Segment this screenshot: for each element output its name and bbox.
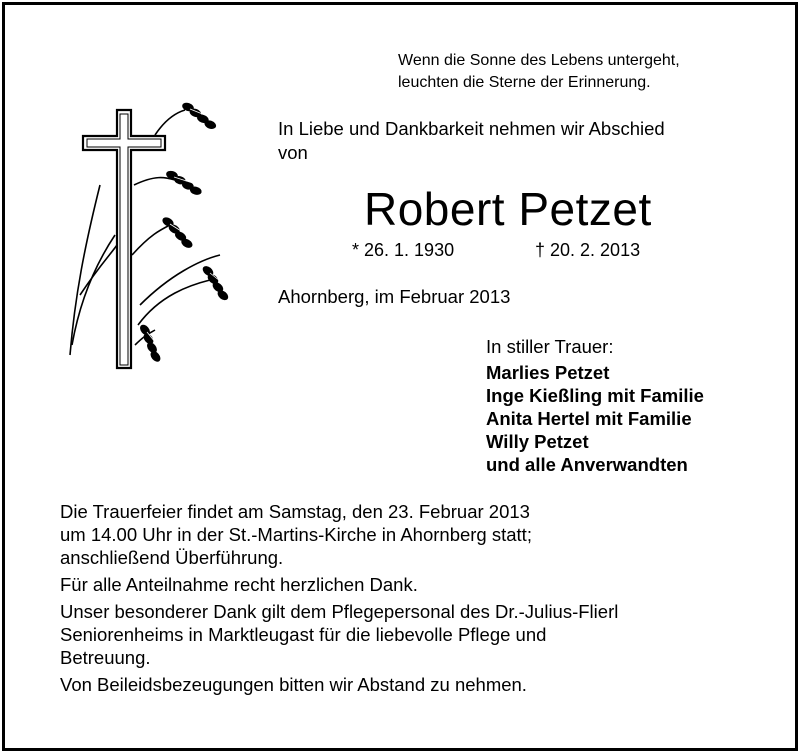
deceased-name: Robert Petzet: [364, 183, 652, 235]
mourner-name: Anita Hertel mit Familie: [486, 408, 692, 429]
intro-line: von: [278, 142, 308, 163]
thanks-paragraph: [60, 573, 618, 596]
care-thanks-paragraph: [60, 600, 618, 669]
body-line: Seniorenheims in Marktleugast für die liebevolle Pflege und: [60, 624, 547, 645]
mourners-list: [486, 361, 704, 476]
body-line: Die Trauerfeier findet am Samstag, den 23. Februar 2013: [60, 501, 530, 522]
mourner-name: und alle Anverwandten: [486, 454, 688, 475]
motto-line: leuchten die Sterne der Erinnerung.: [398, 74, 651, 91]
mourner-name: Inge Kießling mit Familie: [486, 385, 704, 406]
cross-with-wheat-icon: [60, 95, 260, 385]
death-date: † 20. 2. 2013: [535, 240, 641, 260]
funeral-paragraph: [60, 500, 618, 569]
mourners-label: In stiller Trauer:: [486, 336, 614, 357]
body-line: Von Beileidsbezeugungen bitten wir Abstand zu nehmen.: [60, 674, 527, 695]
body-line: Unser besonderer Dank gilt dem Pflegepersonal des Dr.-Julius-Flierl: [60, 601, 619, 622]
motto-line: Wenn die Sonne des Lebens untergeht,: [398, 52, 680, 69]
body-line: Betreuung.: [60, 647, 151, 668]
body-line: Für alle Anteilnahme recht herzlichen Dank.: [60, 574, 418, 595]
place-date: Ahornberg, im Februar 2013: [278, 286, 511, 307]
intro-line: In Liebe und Dankbarkeit nehmen wir Abschied: [278, 118, 665, 139]
mourner-name: Willy Petzet: [486, 431, 589, 452]
condolence-paragraph: [60, 673, 618, 696]
motto: [398, 50, 680, 94]
intro-text: [278, 117, 665, 165]
mourner-name: Marlies Petzet: [486, 362, 610, 383]
notice-body: [60, 500, 618, 700]
body-line: um 14.00 Uhr in der St.-Martins-Kirche in Ahornberg statt;: [60, 524, 532, 545]
birth-date: * 26. 1. 1930: [352, 240, 455, 260]
body-line: anschließend Überführung.: [60, 547, 284, 568]
